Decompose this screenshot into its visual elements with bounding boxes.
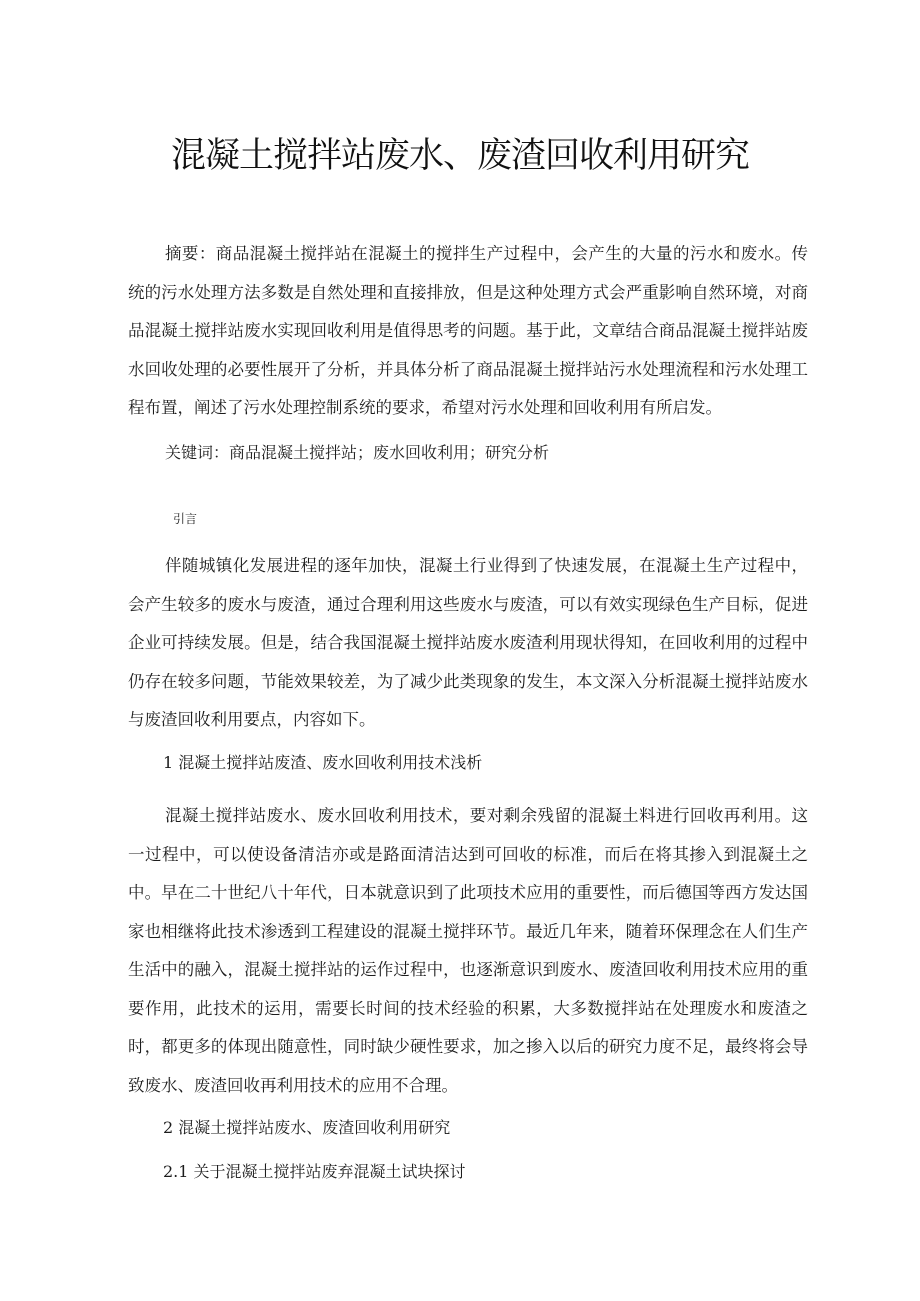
- document-title: 混凝土搅拌站废水、废渣回收利用研究: [170, 136, 749, 176]
- keywords-line: 关键词：商品混凝土搅拌站；废水回收利用；研究分析: [165, 443, 550, 462]
- section-1-heading: 1 混凝土搅拌站废渣、废水回收利用技术浅析: [163, 753, 483, 772]
- intro-paragraph: 伴随城镇化发展进程的逐年加快，混凝土行业得到了快速发展，在混凝土生产过程中，会产生较多的废水与废渣，通过合理利用这些废水与废渣，可以有效实现绿色生产目标，促进企业可持续发展。但是，结合我国混凝土搅拌站废水废渣利用现状得知，在回收利用的过程中仍存在较多问题，节能效果较差，为了减少此类现象的发生，本文深入分析混凝土搅拌站废水与废渣回收利用要点，内容如下。: [128, 556, 808, 729]
- intro-heading: 引言: [173, 512, 198, 526]
- section-2-heading: 2 混凝土搅拌站废水、废渣回收利用研究: [163, 1118, 451, 1137]
- section-1-paragraph: 混凝土搅拌站废水、废水回收利用技术，要对剩余残留的混凝土料进行回收再利用。这一过程中，可以使设备清洁亦或是路面清洁达到可回收的标准，而后在将其掺入到混凝土之中。早在二十世纪八十年代，日本就意识到了此项技术应用的重要性，而后德国等西方发达国家也相继将此技术渗透到工程建设的混凝土搅拌环节。最近几年来，随着环保理念在人们生产生活中的融入，混凝土搅拌站的运作过程中，也逐渐意识到废水、废渣回收利用技术应用的重要作用，此技术的运用，需要长时间的技术经验的积累，大多数搅拌站在处理废水和废渣之时，都更多的体现出随意性，同时缺少硬性要求，加之掺入以后的研究力度不足，最终将会导致废水、废渣回收再利用技术的应用不合理。: [128, 806, 808, 1095]
- section-2-1-heading: 2.1 关于混凝土搅拌站废弃混凝土试块探讨: [163, 1162, 466, 1181]
- abstract-paragraph: 摘要：商品混凝土搅拌站在混凝土的搅拌生产过程中，会产生的大量的污水和废水。传统的污水处理方法多数是自然处理和直接排放，但是这种处理方式会严重影响自然环境，对商品混凝土搅拌站废水实现回收利用是值得思考的问题。基于此，文章结合商品混凝土搅拌站废水回收处理的必要性展开了分析，并具体分析了商品混凝土搅拌站污水处理流程和污水处理工程布置，阐述了污水处理控制系统的要求，希望对污水处理和回收利用有所启发。: [128, 244, 808, 417]
